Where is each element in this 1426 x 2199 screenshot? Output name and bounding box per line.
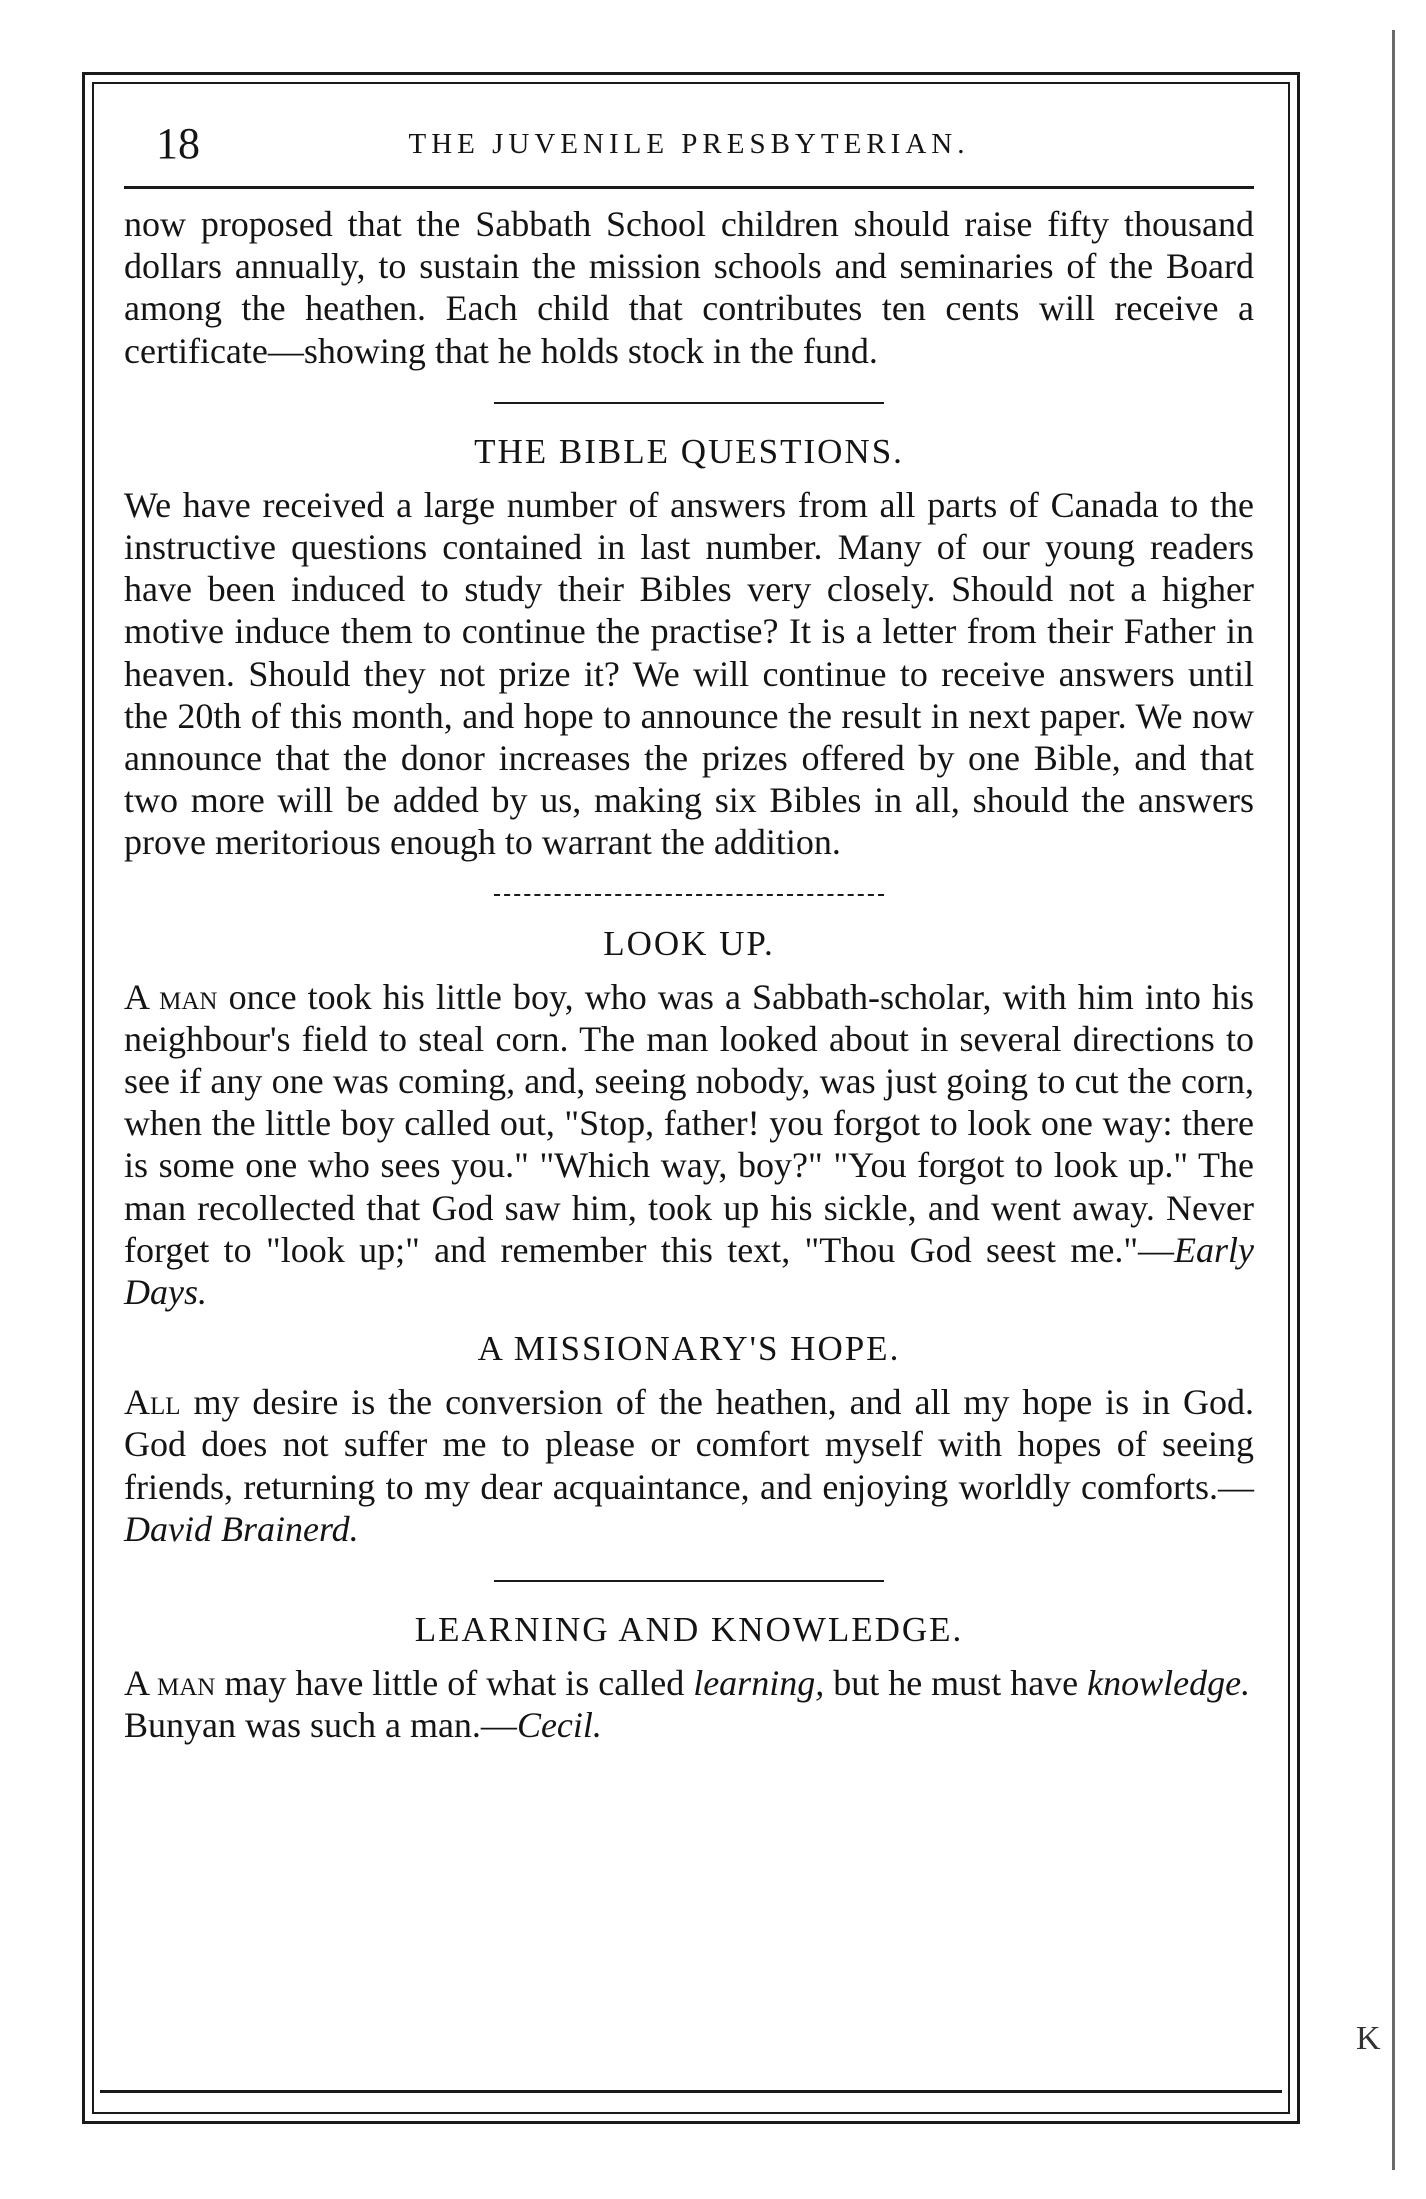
- learning-lead: A man: [124, 1663, 216, 1704]
- missionary-hope-lead: All: [124, 1382, 181, 1423]
- section-divider: [494, 1580, 884, 1582]
- look-up-text: once took his little boy, who was a Sabbath-scholar, with him into his neighbour's field to steal corn. The man looked about in several directions to see if any one was coming, and, seeing nobody, was just going to cut the corn, when the little boy called out, "Stop, father! you forgot to look one way: there is some one who sees you." "Which way, boy?" "You forgot to look up." The man recollected that God saw him, took up his sickle, and went away. Never forget to "look up;" and remember this text, "Thou God seest me."—: [124, 976, 1255, 1270]
- learning-word-2: knowledge.: [1087, 1663, 1251, 1704]
- look-up-title: LOOK UP.: [603, 923, 775, 963]
- look-up-paragraph: [124, 976, 1254, 1314]
- header-rule: [124, 186, 1254, 189]
- learning-source: Cecil.: [516, 1705, 602, 1746]
- missionary-hope-source: David Brainerd.: [124, 1508, 359, 1549]
- margin-mark: K: [1356, 2020, 1381, 2057]
- look-up-lead: A man: [124, 976, 218, 1017]
- running-head: [124, 110, 1254, 172]
- learning-paragraph: [124, 1662, 1254, 1746]
- learning-text-3: Bunyan was such a man.—: [124, 1705, 517, 1746]
- page-content: [124, 110, 1254, 1746]
- missionary-hope-title: A MISSIONARY'S HOPE.: [477, 1329, 901, 1369]
- missionary-hope-text: my desire is the conversion of the heathen, and all my hope is in God. God does not suffer me to please or comfort myself with hopes of seeing friends, returning to my dear acquaintance, and enjoying worldly comforts.—: [124, 1382, 1254, 1507]
- journal-title: THE JUVENILE PRESBYTERIAN.: [408, 128, 970, 160]
- section-divider: [494, 894, 884, 896]
- learning-word-1: learning,: [693, 1663, 825, 1704]
- intro-paragraph: now proposed that the Sabbath School children should raise fifty thousand dollars annually, to sustain the mission schools and seminaries of the Board among the heathen. Each child that contributes ten cents will receive a certificate—showing that he holds stock in the fund.: [124, 204, 1254, 371]
- bible-questions-title: THE BIBLE QUESTIONS.: [474, 431, 904, 471]
- look-up-source: Early Days.: [124, 1229, 1254, 1313]
- missionary-hope-paragraph: [124, 1381, 1254, 1550]
- page-edge-line: [1392, 30, 1395, 2170]
- learning-title: LEARNING AND KNOWLEDGE.: [414, 1610, 964, 1650]
- page-number: 18: [156, 119, 200, 168]
- bible-questions-paragraph: We have received a large number of answers from all parts of Canada to the instructive questions contained in last number. Many of our young readers have been induced to study their Bibles very closely. Should not a higher motive induce them to continue the practise? It is a letter from their Father in heaven. Should they not prize it? We will continue to receive answers until the 20th of this month, and hope to announce the result in next paper. We now announce that the donor increases the prizes offered by one Bible, and that two more will be added by us, making six Bibles in all, should the answers prove meritorious enough to warrant the addition.: [124, 484, 1254, 863]
- section-divider: [494, 402, 884, 404]
- learning-text-2: but he must have: [833, 1663, 1079, 1704]
- learning-text-1: may have little of what is called: [224, 1663, 685, 1704]
- footer-rule: [100, 2090, 1282, 2093]
